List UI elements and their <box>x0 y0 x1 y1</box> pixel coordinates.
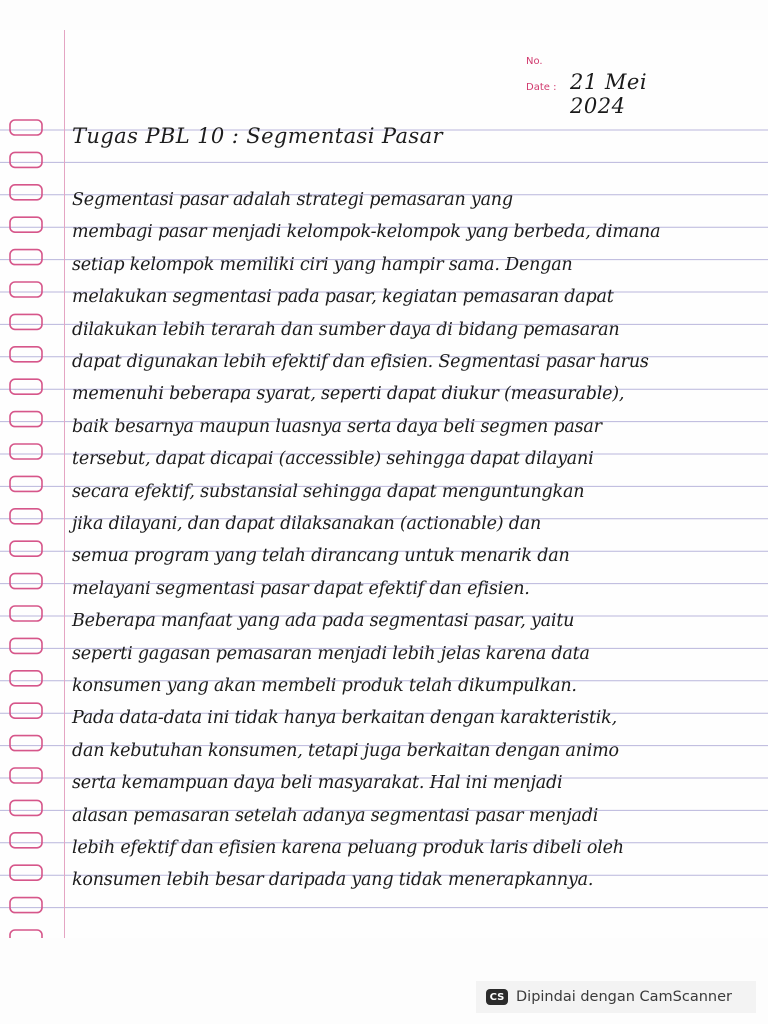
body-text-line: alasan pemasaran setelah adanya segmentasi pasar menjadi <box>72 805 599 826</box>
camscanner-watermark <box>476 981 756 1013</box>
margin-line <box>64 30 65 938</box>
body-text-line: lebih efektif dan efisien karena peluang produk laris dibeli oleh <box>72 838 624 858</box>
body-text-line: konsumen yang akan membeli produk telah dikumpulkan. <box>72 676 577 696</box>
body-text-line: tersebut, dapat dicapai (accessible) sehingga dapat dilayani <box>72 449 594 470</box>
binding-ring-icon <box>10 412 42 427</box>
body-text-line: serta kemampuan daya beli masyarakat. Hal ini menjadi <box>72 773 563 794</box>
binding-ring-icon <box>10 800 42 815</box>
binding-ring-icon <box>10 638 42 653</box>
binding-ring-icon <box>10 574 42 589</box>
body-text-line: Pada data-data ini tidak hanya berkaitan dengan karakteristik, <box>72 708 617 729</box>
body-text-line: semua program yang telah dirancang untuk menarik dan <box>72 546 570 567</box>
binding-ring-icon <box>10 736 42 751</box>
body-text-line: secara efektif, substansial sehingga dapat menguntungkan <box>72 481 585 502</box>
binding-ring-icon <box>10 768 42 783</box>
body-text-line: membagi pasar menjadi kelompok-kelompok yang berbeda, dimana <box>72 222 661 243</box>
body-text-line: dilakukan lebih terarah dan sumber daya di bidang pemasaran <box>72 319 620 340</box>
date-header <box>518 50 708 118</box>
body-text-line: dan kebutuhan konsumen, tetapi juga berkaitan dengan animo <box>72 740 619 761</box>
body-text-line: baik besarnya maupun luasnya serta daya beli segmen pasar <box>72 416 602 437</box>
binding-ring-icon <box>10 314 42 329</box>
body-text-line: dapat digunakan lebih efektif dan efisien. Segmentasi pasar harus <box>72 352 649 372</box>
body-text-line: memenuhi beberapa syarat, seperti dapat diukur (measurable), <box>72 384 625 405</box>
binding-ring-icon <box>10 120 42 135</box>
body-text-line: jika dilayani, dan dapat dilaksanakan (actionable) dan <box>72 514 542 534</box>
binding-ring-icon <box>10 606 42 621</box>
body-text-line: konsumen lebih besar daripada yang tidak menerapkannya. <box>72 870 594 891</box>
binding-ring-icon <box>10 217 42 232</box>
body-text-line: melakukan segmentasi pada pasar, kegiatan pemasaran dapat <box>72 287 614 308</box>
binding-ring-icon <box>10 541 42 556</box>
binding-ring-icon <box>10 865 42 880</box>
body-text-line: Beberapa manfaat yang ada pada segmentasi pasar, yaitu <box>72 611 575 632</box>
binding-ring-icon <box>10 833 42 848</box>
binding-ring-icon <box>10 703 42 718</box>
body-text-line: melayani segmentasi pasar dapat efektif dan efisien. <box>72 578 530 599</box>
watermark-text: Dipindai dengan CamScanner <box>516 989 733 1005</box>
binding-ring-icon <box>10 379 42 394</box>
body-text-line: setiap kelompok memiliki ciri yang hampir sama. Dengan <box>72 254 573 275</box>
body-text-line: seperti gagasan pemasaran menjadi lebih jelas karena data <box>72 643 590 664</box>
binding-ring-icon <box>10 282 42 297</box>
binding-ring-icon <box>10 185 42 200</box>
binding-ring-icon <box>10 509 42 524</box>
binding-ring-icon <box>10 347 42 362</box>
binding-ring-icon <box>10 152 42 167</box>
page-title: Tugas PBL 10 : Segmentasi Pasar <box>72 124 443 148</box>
binding-ring-icon <box>10 671 42 686</box>
binding-rings <box>0 30 60 938</box>
binding-ring-icon <box>10 444 42 459</box>
binding-ring-icon <box>10 250 42 265</box>
no-label: No. <box>526 56 543 67</box>
binding-ring-icon <box>10 930 42 938</box>
binding-ring-icon <box>10 898 42 913</box>
body-text-line: Segmentasi pasar adalah strategi pemasaran yang <box>72 190 513 210</box>
binding-ring-icon <box>10 476 42 491</box>
camscanner-logo-icon: CS <box>486 989 508 1005</box>
date-value: 21 Mei 2024 <box>570 70 648 118</box>
date-label: Date : <box>526 82 557 93</box>
